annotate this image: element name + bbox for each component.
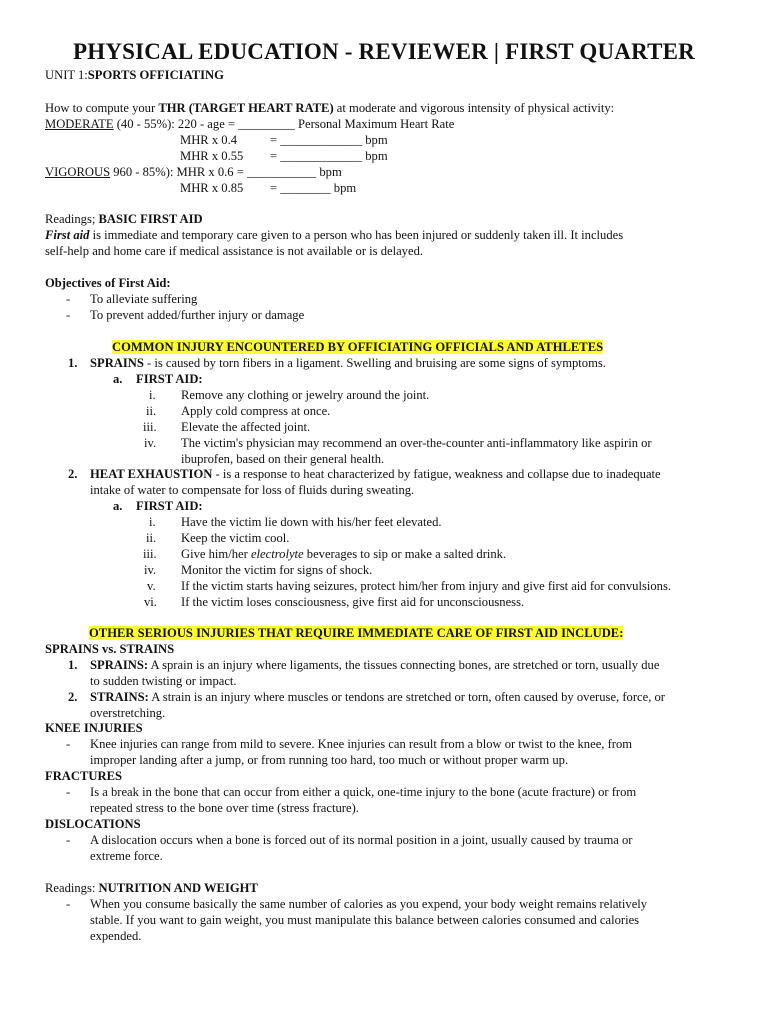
objective-item: To alleviate suffering <box>90 292 198 306</box>
first-aid-step: Keep the victim cool. <box>181 531 290 545</box>
roman-numeral: v. <box>147 579 156 593</box>
strain-item <box>90 689 665 705</box>
knee-injuries-text: Knee injuries can range from mild to severe. Knee injuries can result from a blow or twist to the knee, from <box>90 737 633 751</box>
bullet-dash: - <box>66 833 71 847</box>
vigorous-word: VIGOROUS <box>45 165 111 179</box>
thr-intro-a: How to compute your <box>45 101 159 115</box>
electrolyte-term: electrolyte <box>250 547 304 561</box>
thr-term: THR (TARGET HEART RATE) <box>158 101 334 115</box>
first-aid-definition-cont: self-help and home care if medical assistance is not available or is delayed. <box>45 244 424 258</box>
objective-dash: - <box>66 292 71 306</box>
roman-numeral: ii. <box>146 404 157 418</box>
first-aid-label: FIRST AID: <box>136 372 203 386</box>
moderate-word: MODERATE <box>45 117 114 131</box>
moderate-line <box>45 116 454 132</box>
nutrition-heading <box>45 880 258 896</box>
first-aid-term: First aid <box>45 228 90 242</box>
sprain-def-cont: to sudden twisting or impact. <box>90 674 237 688</box>
mhr-055: MHR x 0.55 <box>180 149 244 163</box>
heat-exhaustion-item <box>90 466 661 482</box>
strain-def: A strain is an injury where muscles or tendons are stretched or torn, often caused by overuse, force, or <box>148 690 665 704</box>
other-injuries-heading <box>89 625 623 641</box>
dislocations-heading: DISLOCATIONS <box>45 817 141 831</box>
strain-def-cont: overstretching. <box>90 706 166 720</box>
thr-intro <box>45 100 614 116</box>
fractures-text-cont: repeated stress to the bone over time (stress fracture). <box>90 801 359 815</box>
document-title: PHYSICAL EDUCATION - REVIEWER | FIRST QUARTER <box>72 39 695 64</box>
sub-letter: a. <box>113 372 123 386</box>
first-aid-step: Remove any clothing or jewelry around the joint. <box>181 388 430 402</box>
thr-intro-c: at moderate and vigorous intensity of physical activity: <box>333 101 615 115</box>
nutrition-text-cont: expended. <box>90 929 142 943</box>
mhr-04-blank: = _____________ bpm <box>270 133 388 147</box>
step-text-cont: beverages to sip or make a salted drink. <box>303 547 507 561</box>
dislocations-text: A dislocation occurs when a bone is forced out of its normal position in a joint, usually caused by trauma or <box>90 833 633 847</box>
roman-numeral: iv. <box>144 563 157 577</box>
first-aid-step: The victim's physician may recommend an over-the-counter anti-inflammatory like aspirin or <box>181 436 652 450</box>
sprains-term: SPRAINS <box>90 356 144 370</box>
roman-numeral: vi. <box>144 595 157 609</box>
roman-numeral: iii. <box>143 420 157 434</box>
first-aid-step: If the victim loses consciousness, give first aid for unconsciousness. <box>181 595 525 609</box>
readings-label: Readings: <box>45 881 99 895</box>
sprain-def: A sprain is an injury where ligaments, the tissues connecting bones, are stretched or torn, usually due <box>148 658 660 672</box>
first-aid-step: Elevate the affected joint. <box>181 420 311 434</box>
other-injuries-highlight: OTHER SERIOUS INJURIES THAT REQUIRE IMMEDIATE CARE OF FIRST AID INCLUDE: <box>89 626 624 640</box>
heat-exhaustion-def-cont: intake of water to compensate for loss of fluids during sweating. <box>90 483 415 497</box>
first-aid-step: Apply cold compress at once. <box>181 404 331 418</box>
fractures-text: Is a break in the bone that can occur from either a quick, one-time injury to the bone (acute fracture) or from <box>90 785 637 799</box>
first-aid-heading <box>45 211 203 227</box>
knee-injuries-text-cont: improper landing after a jump, or from running too hard, too much or without proper warm up. <box>90 753 569 767</box>
sprains-item <box>90 355 606 371</box>
nutrition-title: NUTRITION AND WEIGHT <box>98 881 258 895</box>
sub-letter: a. <box>113 499 123 513</box>
vigorous-line <box>45 164 342 180</box>
list-number: 1. <box>68 658 78 672</box>
common-injury-heading <box>112 339 603 355</box>
strain-term: STRAINS: <box>90 690 149 704</box>
bullet-dash: - <box>66 785 71 799</box>
vigorous-rest: 960 - 85%): MHR x 0.6 = ___________ bpm <box>110 165 342 179</box>
step-text: Give him/her <box>181 547 251 561</box>
heat-exhaustion-term: HEAT EXHAUSTION <box>90 467 213 481</box>
mhr-085-blank: = ________ bpm <box>270 181 357 195</box>
nutrition-text: When you consume basically the same number of calories as you expend, your body weight remains relatively <box>90 897 648 911</box>
fractures-heading: FRACTURES <box>45 769 122 783</box>
first-aid-step <box>181 546 506 562</box>
unit-line <box>45 67 224 83</box>
first-aid-step-cont: ibuprofen, based on their general health. <box>181 452 385 466</box>
sprain-item <box>90 657 659 673</box>
objectives-heading: Objectives of First Aid: <box>45 276 171 290</box>
first-aid-label: FIRST AID: <box>136 499 203 513</box>
knee-injuries-heading: KNEE INJURIES <box>45 721 143 735</box>
readings-label: Readings; <box>45 212 99 226</box>
unit-prefix: UNIT 1: <box>45 68 88 82</box>
roman-numeral: i. <box>149 388 156 402</box>
list-number: 2. <box>68 690 78 704</box>
first-aid-def-rest: is immediate and temporary care given to a person who has been injured or suddenly taken ill. It includes <box>89 228 624 242</box>
objective-item: To prevent added/further injury or damage <box>90 308 305 322</box>
list-number: 1. <box>68 356 78 370</box>
nutrition-text-cont: stable. If you want to gain weight, you must manipulate this balance between calories consumed and calories <box>90 913 640 927</box>
roman-numeral: ii. <box>146 531 157 545</box>
mhr-04: MHR x 0.4 <box>180 133 238 147</box>
first-aid-step: Have the victim lie down with his/her feet elevated. <box>181 515 442 529</box>
sprains-vs-strains-heading: SPRAINS vs. STRAINS <box>45 642 175 656</box>
heat-exhaustion-def: - is a response to heat characterized by fatigue, weakness and collapse due to inadequate <box>212 467 661 481</box>
first-aid-step: If the victim starts having seizures, protect him/her from injury and give first aid for convulsions. <box>181 579 671 593</box>
roman-numeral: iv. <box>144 436 157 450</box>
moderate-rest: (40 - 55%): 220 - age = _________ Personal Maximum Heart Rate <box>113 117 455 131</box>
sprains-def: - is caused by torn fibers in a ligament. Swelling and bruising are some signs of symptoms. <box>143 356 606 370</box>
common-injury-highlight: COMMON INJURY ENCOUNTERED BY OFFICIATING OFFICIALS AND ATHLETES <box>112 340 604 354</box>
sprain-term: SPRAINS: <box>90 658 149 672</box>
mhr-085: MHR x 0.85 <box>180 181 244 195</box>
unit-name: SPORTS OFFICIATING <box>87 68 224 82</box>
mhr-055-blank: = _____________ bpm <box>270 149 388 163</box>
list-number: 2. <box>68 467 78 481</box>
first-aid-definition <box>45 227 623 243</box>
bullet-dash: - <box>66 897 71 911</box>
dislocations-text-cont: extreme force. <box>90 849 163 863</box>
first-aid-step: Monitor the victim for signs of shock. <box>181 563 373 577</box>
first-aid-title: BASIC FIRST AID <box>98 212 203 226</box>
bullet-dash: - <box>66 737 71 751</box>
objective-dash: - <box>66 308 71 322</box>
roman-numeral: iii. <box>143 547 157 561</box>
roman-numeral: i. <box>149 515 156 529</box>
